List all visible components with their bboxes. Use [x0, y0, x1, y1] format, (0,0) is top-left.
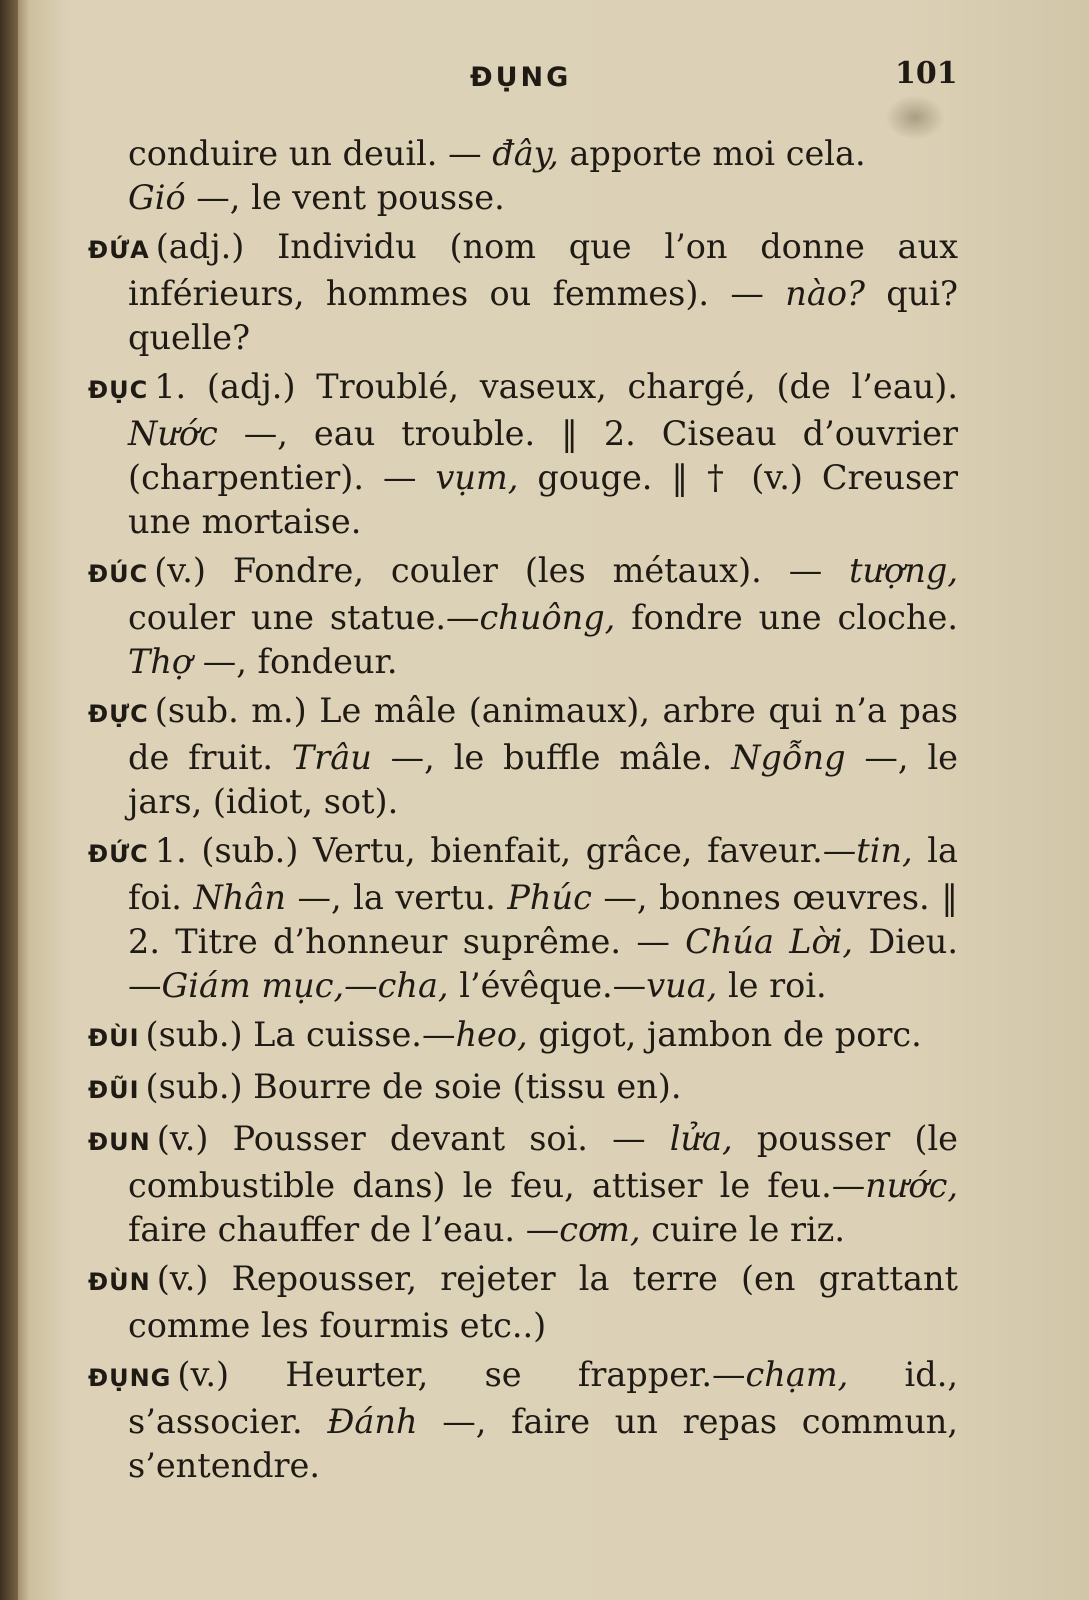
dictionary-entry [88, 1117, 958, 1252]
dictionary-entry [88, 365, 958, 544]
definition-text: —, faire un repas commun, s’entendre. [128, 1402, 958, 1485]
headword: ĐÙI [88, 1024, 140, 1052]
italic-term: Giám mục, [161, 966, 345, 1005]
italic-term: Phúc [507, 878, 592, 917]
definition [128, 1259, 958, 1345]
definition [146, 1015, 922, 1054]
italic-term: chạm, [745, 1355, 849, 1394]
definition-text: (sub.) La cuisse.— [145, 1015, 456, 1054]
definition-text: (adj.) Individu (nom que l’on donne aux inférieurs, hommes ou femmes). — [128, 227, 958, 313]
definition-text: l’évêque.— [448, 966, 647, 1005]
headword: ĐỤC [88, 376, 149, 404]
italic-term: tin, [856, 831, 913, 870]
definition-text: couler une statue.— [128, 598, 480, 637]
definition-text: (sub.) Bourre de soie (tissu en). [145, 1067, 682, 1106]
definition-text: le roi. [717, 966, 827, 1005]
headword: ĐUN [88, 1128, 151, 1156]
definition [128, 367, 958, 541]
headword: ĐỨA [88, 236, 150, 264]
definition-text: —, fondeur. [192, 642, 398, 681]
headword: ĐÙN [88, 1268, 151, 1296]
italic-term: cơm, [559, 1210, 641, 1249]
dictionary-entry [88, 225, 958, 360]
headword: ĐÚC [88, 560, 149, 588]
definition-text: —, le vent pousse. [185, 178, 505, 217]
dictionary-entry [88, 1353, 958, 1488]
italic-term: nước, [865, 1166, 958, 1205]
definition-text: conduire un deuil. — [128, 134, 493, 173]
definition-text: (v.) Pousser devant soi. — [156, 1119, 670, 1158]
definition [128, 831, 958, 1005]
definition-text: cuire le riz. [640, 1210, 845, 1249]
dictionary-entry [88, 1013, 958, 1060]
definition-text: —, bonnes œuvres. ‖ 2. Titre d’honneur suprême. — [128, 878, 958, 961]
definition-text: faire chauffer de l’eau. — [128, 1210, 560, 1249]
italic-term: Trâu [291, 738, 372, 777]
italic-term: Nhân [193, 878, 286, 917]
italic-term: vụm, [435, 458, 519, 497]
definition-text: —, eau trouble. ‖ 2. Ciseau d’ouvrier (charpentier). — [128, 414, 958, 497]
dictionary-entry [88, 1257, 958, 1348]
italic-term: nào? [785, 274, 865, 313]
italic-term: đây, [492, 134, 559, 173]
italic-term: chuông, [479, 598, 616, 637]
definition-text: Dieu.— [128, 922, 958, 1005]
definition-text: apporte moi cela. [558, 134, 866, 173]
dictionary-text [88, 132, 958, 1488]
headword: ĐỤNG [88, 1364, 172, 1392]
entry-list [88, 225, 958, 1488]
italic-term: Ngỗng [731, 738, 846, 777]
italic-term: vua, [646, 966, 718, 1005]
headword: ĐŨI [88, 1076, 140, 1104]
definition-text: (v.) Repousser, rejeter la terre (en grattant comme les fourmis etc..) [128, 1259, 958, 1345]
italic-term: cha, [377, 966, 449, 1005]
definition-text: —, le buffle mâle. [371, 738, 732, 777]
definition [146, 1067, 682, 1106]
dictionary-entry [88, 1065, 958, 1112]
dictionary-entry [88, 549, 958, 684]
book-spine-shadow [0, 0, 18, 1600]
continued-entry [88, 132, 958, 220]
definition-text: — [344, 966, 378, 1005]
italic-term: lửa, [669, 1119, 733, 1158]
definition-text: la foi. [128, 831, 958, 917]
definition [128, 227, 958, 357]
definition-text: fondre une cloche. [615, 598, 958, 637]
definition [128, 1355, 958, 1485]
definition-text: (v.) Heurter, se frapper.— [177, 1355, 746, 1394]
definition [128, 691, 958, 821]
dictionary-entry [88, 689, 958, 824]
definition-text: 1. (sub.) Vertu, bienfait, grâce, faveur.— [154, 831, 857, 870]
definition-text: gouge. ‖ † (v.) Creuser une mortaise. [128, 458, 958, 541]
headword: ĐỨC [88, 840, 149, 868]
definition-text: gigot, jambon de porc. [527, 1015, 922, 1054]
definition-text: pousser (le combustible dans) le feu, attiser le feu.— [128, 1119, 958, 1205]
italic-term: heo, [455, 1015, 528, 1054]
definition [128, 1119, 958, 1249]
italic-term: tượng, [849, 551, 958, 590]
definition-text: id., s’associer. [128, 1355, 958, 1441]
italic-term: Nước [128, 414, 218, 453]
dictionary-entry [88, 829, 958, 1008]
italic-term: Đánh [327, 1402, 418, 1441]
definition-text: (sub. m.) Le mâle (animaux), arbre qui n’a pas de fruit. [128, 691, 958, 777]
definition-text: qui? quelle? [128, 274, 958, 357]
definition-text: 1. (adj.) Troublé, vaseux, chargé, (de l’eau). [154, 367, 958, 406]
italic-term: Thợ [128, 642, 193, 681]
definition [128, 551, 958, 681]
headword: ĐỰC [88, 700, 149, 728]
definition-text: —, le jars, (idiot, sot). [128, 738, 958, 821]
running-head: ĐỤNG [470, 62, 572, 93]
definition-text: —, la vertu. [285, 878, 508, 917]
italic-term: Chúa Lời, [685, 922, 854, 961]
definition-text: (v.) Fondre, couler (les métaux). — [154, 551, 850, 590]
italic-term: Gió [128, 178, 186, 217]
page-number: 101 [895, 56, 958, 91]
